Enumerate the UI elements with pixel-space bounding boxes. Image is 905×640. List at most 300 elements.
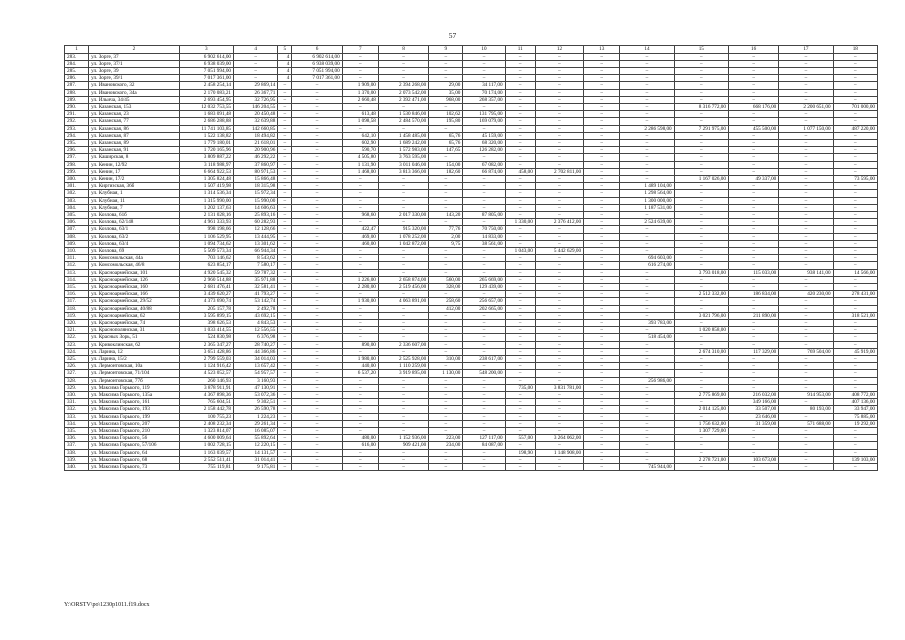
value-cell: 4 523 052,57 xyxy=(179,370,233,377)
value-cell: – xyxy=(728,154,778,161)
address-cell: ул. Лермонтовская, 77б xyxy=(89,377,180,384)
value-cell: 265 669,00 xyxy=(463,276,505,283)
value-cell: – xyxy=(505,147,535,154)
value-cell: 4 xyxy=(278,75,292,82)
value-cell: 1 020 858,00 xyxy=(674,327,728,334)
value-cell: – xyxy=(378,190,428,197)
value-cell: – xyxy=(505,420,535,427)
row-number-cell: 293. xyxy=(65,125,89,132)
table-row xyxy=(65,269,878,276)
value-cell: 20 900,96 xyxy=(234,147,278,154)
value-cell: 560,00 xyxy=(429,276,463,283)
address-cell: ул. Красноармейская, 62 xyxy=(89,312,180,319)
value-cell: – xyxy=(505,442,535,449)
value-cell: – xyxy=(342,204,378,211)
value-cell: 54 957,57 xyxy=(234,370,278,377)
value-cell: – xyxy=(584,435,620,442)
value-cell: – xyxy=(728,464,778,471)
value-cell: – xyxy=(278,291,292,298)
value-cell: 616 274,00 xyxy=(620,262,674,269)
value-cell: 32 726,95 xyxy=(234,96,278,103)
value-cell: 70 750,00 xyxy=(463,226,505,233)
data-table-wrapper xyxy=(64,45,878,471)
row-number-cell: 302. xyxy=(65,190,89,197)
value-cell: 143,20 xyxy=(429,211,463,218)
value-cell: – xyxy=(728,139,778,146)
value-cell: – xyxy=(584,183,620,190)
value-cell: 35,00 xyxy=(429,89,463,96)
table-row xyxy=(65,262,878,269)
value-cell: – xyxy=(292,370,342,377)
address-cell: ул. Козлова, 63/1 xyxy=(89,226,180,233)
value-cell: – xyxy=(620,399,674,406)
value-cell: – xyxy=(728,327,778,334)
value-cell: 1 131,90 xyxy=(342,161,378,168)
value-cell: – xyxy=(620,291,674,298)
value-cell: – xyxy=(779,255,833,262)
value-cell: – xyxy=(378,464,428,471)
value-cell: – xyxy=(234,53,278,60)
value-cell: – xyxy=(505,406,535,413)
value-cell: – xyxy=(342,103,378,110)
row-number-cell: 323. xyxy=(65,341,89,348)
value-cell: – xyxy=(620,449,674,456)
value-cell: – xyxy=(728,111,778,118)
address-cell: ул. Клубная, 1 xyxy=(89,190,180,197)
value-cell: – xyxy=(378,406,428,413)
value-cell: 6 902 614,00 xyxy=(179,53,233,60)
value-cell: 2 158 442,78 xyxy=(179,406,233,413)
value-cell: – xyxy=(584,233,620,240)
column-header: 10 xyxy=(463,46,505,54)
value-cell: – xyxy=(278,118,292,125)
table-row xyxy=(65,291,878,298)
value-cell: – xyxy=(292,233,342,240)
value-cell: – xyxy=(728,247,778,254)
value-cell: – xyxy=(620,53,674,60)
value-cell: – xyxy=(779,233,833,240)
value-cell: – xyxy=(342,262,378,269)
value-cell: 4 505,80 xyxy=(342,154,378,161)
value-cell: – xyxy=(535,370,583,377)
value-cell: – xyxy=(278,197,292,204)
value-cell: – xyxy=(463,341,505,348)
value-cell: 13 657,42 xyxy=(234,363,278,370)
value-cell: – xyxy=(833,75,877,82)
value-cell: 268 357,00 xyxy=(463,96,505,103)
value-cell: – xyxy=(674,118,728,125)
value-cell: 142 660,85 xyxy=(234,125,278,132)
value-cell: 6 376,98 xyxy=(234,334,278,341)
value-cell: 1 909,00 xyxy=(342,82,378,89)
value-cell: 29 261,34 xyxy=(234,420,278,427)
value-cell: 35 971,88 xyxy=(234,276,278,283)
value-cell: 2 525 928,00 xyxy=(378,356,428,363)
value-cell: – xyxy=(342,320,378,327)
value-cell: – xyxy=(278,82,292,89)
value-cell: – xyxy=(429,420,463,427)
value-cell: – xyxy=(779,161,833,168)
value-cell: – xyxy=(674,284,728,291)
value-cell: – xyxy=(833,219,877,226)
value-cell: 455 500,00 xyxy=(728,125,778,132)
value-cell: – xyxy=(429,456,463,463)
value-cell: – xyxy=(728,118,778,125)
value-cell: – xyxy=(342,384,378,391)
table-row xyxy=(65,276,878,283)
value-cell: – xyxy=(728,67,778,74)
address-cell: ул. Каширская, 8 xyxy=(89,154,180,161)
value-cell: – xyxy=(584,226,620,233)
value-cell: – xyxy=(584,190,620,197)
value-cell: – xyxy=(779,341,833,348)
value-cell: 460,00 xyxy=(342,240,378,247)
column-header: 15 xyxy=(674,46,728,54)
value-cell: – xyxy=(833,60,877,67)
column-header: 4 xyxy=(234,46,278,54)
value-cell: – xyxy=(674,435,728,442)
value-cell: – xyxy=(728,89,778,96)
value-cell: – xyxy=(584,247,620,254)
value-cell: – xyxy=(535,341,583,348)
value-cell: – xyxy=(342,175,378,182)
table-row xyxy=(65,284,878,291)
value-cell: 2 674 310,00 xyxy=(674,348,728,355)
value-cell: – xyxy=(342,428,378,435)
row-number-cell: 297. xyxy=(65,154,89,161)
value-cell: – xyxy=(584,420,620,427)
value-cell: – xyxy=(833,96,877,103)
value-cell: 19 292,00 xyxy=(833,420,877,427)
value-cell: – xyxy=(292,89,342,96)
table-row xyxy=(65,435,878,442)
table-row xyxy=(65,456,878,463)
value-cell: – xyxy=(833,370,877,377)
value-cell: – xyxy=(505,226,535,233)
value-cell: – xyxy=(779,456,833,463)
value-cell: – xyxy=(779,276,833,283)
address-cell: ул. Красных Зорь, 51 xyxy=(89,334,180,341)
value-cell: – xyxy=(674,305,728,312)
value-cell: – xyxy=(620,456,674,463)
table-row xyxy=(65,384,878,391)
address-cell: ул. Ивановского, 32 xyxy=(89,82,180,89)
value-cell: – xyxy=(779,262,833,269)
value-cell: – xyxy=(342,377,378,384)
value-cell: – xyxy=(278,255,292,262)
value-cell: 7 017 361,00 xyxy=(179,75,233,82)
value-cell: – xyxy=(463,348,505,355)
value-cell: – xyxy=(833,384,877,391)
value-cell: – xyxy=(535,348,583,355)
value-cell: – xyxy=(342,75,378,82)
value-cell: 25 893,16 xyxy=(234,211,278,218)
address-cell: ул. Максима Горького, 119 xyxy=(89,384,180,391)
value-cell: 2 376 412,00 xyxy=(535,219,583,226)
value-cell: – xyxy=(833,211,877,218)
value-cell: 84 087,00 xyxy=(463,442,505,449)
row-number-cell: 310. xyxy=(65,247,89,254)
value-cell: – xyxy=(342,53,378,60)
value-cell: – xyxy=(292,269,342,276)
address-cell: ул. Ларина, 12 xyxy=(89,348,180,355)
value-cell: – xyxy=(505,370,535,377)
value-cell: 7 580,17 xyxy=(234,262,278,269)
value-cell: – xyxy=(463,392,505,399)
value-cell: – xyxy=(674,384,728,391)
value-cell: – xyxy=(833,67,877,74)
value-cell: – xyxy=(584,291,620,298)
value-cell: – xyxy=(728,183,778,190)
value-cell: – xyxy=(728,211,778,218)
value-cell: 6 902 614,00 xyxy=(292,53,342,60)
value-cell: – xyxy=(584,255,620,262)
value-cell: – xyxy=(378,125,428,132)
column-header: 7 xyxy=(342,46,378,54)
table-row xyxy=(65,60,878,67)
value-cell: – xyxy=(378,348,428,355)
value-cell: 205 157,78 xyxy=(179,305,233,312)
value-cell: – xyxy=(378,305,428,312)
value-cell: – xyxy=(429,125,463,132)
value-cell: 2 392 471,00 xyxy=(378,96,428,103)
value-cell: – xyxy=(292,103,342,110)
value-cell: – xyxy=(728,363,778,370)
row-number-cell: 306. xyxy=(65,219,89,226)
row-number-cell: 295. xyxy=(65,139,89,146)
value-cell: 33 947,00 xyxy=(833,406,877,413)
value-cell: – xyxy=(278,247,292,254)
value-cell: – xyxy=(728,219,778,226)
value-cell: – xyxy=(535,233,583,240)
value-cell: – xyxy=(463,420,505,427)
value-cell: – xyxy=(505,111,535,118)
value-cell: – xyxy=(728,435,778,442)
value-cell: – xyxy=(620,89,674,96)
row-number-cell: 337. xyxy=(65,442,89,449)
value-cell: – xyxy=(278,96,292,103)
value-cell: – xyxy=(278,341,292,348)
value-cell: – xyxy=(620,363,674,370)
value-cell: – xyxy=(620,356,674,363)
value-cell: 938 141,00 xyxy=(779,269,833,276)
value-cell: – xyxy=(584,384,620,391)
value-cell: 18 494,82 xyxy=(234,132,278,139)
value-cell: 2 131 028,16 xyxy=(179,211,233,218)
value-cell: – xyxy=(535,284,583,291)
value-cell: – xyxy=(292,240,342,247)
value-cell: – xyxy=(463,67,505,74)
value-cell: – xyxy=(779,197,833,204)
table-row xyxy=(65,312,878,319)
value-cell: – xyxy=(779,320,833,327)
value-cell: 2 775 869,00 xyxy=(674,392,728,399)
value-cell: 37 860,97 xyxy=(234,161,278,168)
value-cell: 147,65 xyxy=(429,147,463,154)
value-cell: – xyxy=(505,96,535,103)
value-cell: – xyxy=(292,356,342,363)
table-row xyxy=(65,356,878,363)
value-cell: 4 843,53 xyxy=(234,320,278,327)
value-cell: – xyxy=(674,219,728,226)
value-cell: – xyxy=(674,370,728,377)
address-cell: ул. Казанская, 77 xyxy=(89,118,180,125)
value-cell: – xyxy=(535,190,583,197)
value-cell: 571 688,00 xyxy=(779,420,833,427)
value-cell: – xyxy=(505,298,535,305)
value-cell: – xyxy=(278,269,292,276)
value-cell: – xyxy=(292,320,342,327)
value-cell: – xyxy=(378,269,428,276)
value-cell: 4 961 333,93 xyxy=(179,219,233,226)
value-cell: 1 572 983,00 xyxy=(378,147,428,154)
value-cell: – xyxy=(535,305,583,312)
value-cell: 14 606,63 xyxy=(234,204,278,211)
column-header: 13 xyxy=(584,46,620,54)
value-cell: 1 094 734,62 xyxy=(179,240,233,247)
value-cell: – xyxy=(674,413,728,420)
value-cell: 1 298 564,00 xyxy=(620,190,674,197)
value-cell: – xyxy=(292,161,342,168)
row-number-cell: 284. xyxy=(65,60,89,67)
value-cell: – xyxy=(833,154,877,161)
value-cell: 8 543,62 xyxy=(234,255,278,262)
address-cell: ул. Красноармейская, 126 xyxy=(89,276,180,283)
address-cell: ул. Кривоклинская, 62 xyxy=(89,341,180,348)
value-cell: 1 202 137,63 xyxy=(179,204,233,211)
value-cell: – xyxy=(620,370,674,377)
value-cell: – xyxy=(535,240,583,247)
row-number-cell: 296. xyxy=(65,147,89,154)
value-cell: – xyxy=(342,348,378,355)
value-cell: – xyxy=(535,377,583,384)
value-cell: – xyxy=(463,327,505,334)
value-cell: 310,00 xyxy=(429,356,463,363)
value-cell: 3 021 796,00 xyxy=(674,312,728,319)
table-row xyxy=(65,348,878,355)
value-cell: – xyxy=(278,327,292,334)
value-cell: 3 831 781,00 xyxy=(535,384,583,391)
value-cell: – xyxy=(292,428,342,435)
table-row xyxy=(65,139,878,146)
table-row xyxy=(65,82,878,89)
value-cell: – xyxy=(292,464,342,471)
value-cell: – xyxy=(779,370,833,377)
column-header: 12 xyxy=(535,46,583,54)
value-cell: 4 367 898,36 xyxy=(179,392,233,399)
column-header: 17 xyxy=(779,46,833,54)
value-cell: – xyxy=(535,154,583,161)
value-cell: 67 082,00 xyxy=(463,161,505,168)
value-cell: – xyxy=(505,356,535,363)
value-cell: 2 073 542,00 xyxy=(378,89,428,96)
value-cell: – xyxy=(342,67,378,74)
value-cell: – xyxy=(674,233,728,240)
value-cell: 45 919,00 xyxy=(833,348,877,355)
value-cell: 318 521,00 xyxy=(833,312,877,319)
value-cell: – xyxy=(342,60,378,67)
value-cell: – xyxy=(584,341,620,348)
value-cell: – xyxy=(584,464,620,471)
address-cell: ул. Максима Горького, 64 xyxy=(89,449,180,456)
value-cell: – xyxy=(620,60,674,67)
table-row xyxy=(65,67,878,74)
value-cell: 33 507,00 xyxy=(728,406,778,413)
value-cell: 420 230,00 xyxy=(779,291,833,298)
value-cell: – xyxy=(342,464,378,471)
address-cell: ул. Кенин, 12/92 xyxy=(89,161,180,168)
value-cell: 2 458 254,14 xyxy=(179,82,233,89)
value-cell: – xyxy=(833,262,877,269)
table-row xyxy=(65,413,878,420)
column-header: 2 xyxy=(89,46,180,54)
value-cell: – xyxy=(505,377,535,384)
address-cell: ул. Краснополянская, 31 xyxy=(89,327,180,334)
value-cell: – xyxy=(292,219,342,226)
row-number-cell: 288. xyxy=(65,89,89,96)
value-cell: – xyxy=(779,384,833,391)
value-cell: – xyxy=(378,204,428,211)
value-cell: – xyxy=(278,420,292,427)
row-number-cell: 324. xyxy=(65,348,89,355)
value-cell: 9 175,81 xyxy=(234,464,278,471)
value-cell: – xyxy=(292,435,342,442)
value-cell: – xyxy=(463,255,505,262)
value-cell: – xyxy=(278,175,292,182)
value-cell: – xyxy=(620,406,674,413)
value-cell: – xyxy=(292,82,342,89)
value-cell: – xyxy=(278,103,292,110)
value-cell: – xyxy=(833,356,877,363)
value-cell: – xyxy=(429,204,463,211)
value-cell: – xyxy=(463,320,505,327)
value-cell: – xyxy=(833,255,877,262)
value-cell: – xyxy=(535,111,583,118)
value-cell: – xyxy=(292,312,342,319)
row-number-cell: 327. xyxy=(65,370,89,377)
value-cell: 6 938 039,00 xyxy=(179,60,233,67)
value-cell: 2 512 332,00 xyxy=(674,291,728,298)
value-cell: – xyxy=(779,356,833,363)
value-cell: – xyxy=(584,96,620,103)
value-cell: 1 522 138,82 xyxy=(179,132,233,139)
value-cell: 68 320,00 xyxy=(463,139,505,146)
value-cell: 1 468,00 xyxy=(342,168,378,175)
value-cell: – xyxy=(728,240,778,247)
value-cell: – xyxy=(535,226,583,233)
value-cell: – xyxy=(833,341,877,348)
column-header: 1 xyxy=(65,46,89,54)
value-cell: – xyxy=(833,53,877,60)
value-cell: 14 131,57 xyxy=(234,449,278,456)
value-cell: – xyxy=(292,392,342,399)
value-cell: 5 509 573,34 xyxy=(179,247,233,254)
value-cell: – xyxy=(342,413,378,420)
value-cell: – xyxy=(620,226,674,233)
value-cell: 34 117,00 xyxy=(463,82,505,89)
value-cell: – xyxy=(779,96,833,103)
value-cell: – xyxy=(584,75,620,82)
value-cell: – xyxy=(620,233,674,240)
value-cell: – xyxy=(535,197,583,204)
value-cell: 2 336 607,00 xyxy=(378,341,428,348)
value-cell: – xyxy=(292,139,342,146)
value-cell: 15 972,34 xyxy=(234,190,278,197)
value-cell: – xyxy=(278,435,292,442)
value-cell: – xyxy=(584,406,620,413)
row-number-cell: 326. xyxy=(65,363,89,370)
value-cell: – xyxy=(620,175,674,182)
